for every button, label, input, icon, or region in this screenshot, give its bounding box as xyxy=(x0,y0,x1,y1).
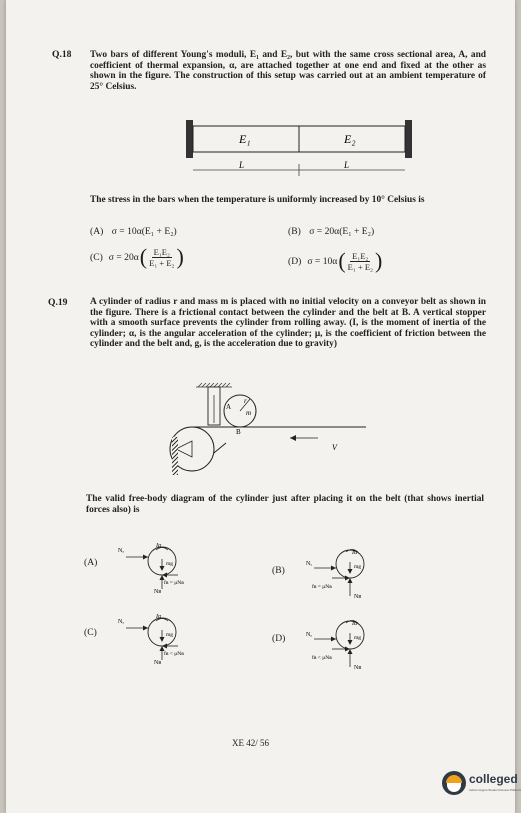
fbd-nb-label: Nʙ xyxy=(154,660,162,666)
fbd-nb-label: Nʙ xyxy=(354,665,362,671)
point-a-label: A xyxy=(226,403,232,411)
q18-text: Two bars of different Young's moduli, E₁ and E₂, but with the same cross sectional area, A, and coefficient of thermal expansion, α, are attached together at one end and fixed at the other as shown in the figure. The construction of this setup was carried out at an ambient temperature of 25° Celsius. xyxy=(90,50,486,92)
q18-option-b xyxy=(288,226,374,237)
fbd-weight-label: mg xyxy=(354,635,362,641)
option-lhs: σ = 10α xyxy=(307,255,338,267)
fraction-numerator: E₁E₂ xyxy=(352,250,369,261)
q19-option-a-label: (A) xyxy=(84,557,98,568)
fbd-na-label: Nₐ xyxy=(306,632,312,638)
fbd-nb-label: Nʙ xyxy=(154,589,162,595)
option-expr: σ = 20α(E₁ + E₂) xyxy=(309,226,375,237)
q19-option-c-label: (C) xyxy=(84,627,97,638)
fbd-a xyxy=(116,535,196,597)
option-label: (C) xyxy=(90,251,103,263)
page-number: XE 42/ 56 xyxy=(232,738,269,748)
option-lhs: σ = 20α xyxy=(108,251,139,263)
q19-option-b-label: (B) xyxy=(272,565,285,576)
fbd-na-label: Nₐ xyxy=(306,561,312,567)
fbd-inertia-label: Iα xyxy=(156,614,162,620)
q19-conveyor-figure xyxy=(166,383,376,475)
fbd-weight-label: mg xyxy=(166,632,174,638)
q19-number: Q.19 xyxy=(48,297,68,308)
fbd-inertia-label: Iα xyxy=(156,543,162,549)
radius-label: r xyxy=(244,397,247,405)
fbd-friction-label: fʙ = μNʙ xyxy=(312,584,332,590)
left-wall xyxy=(186,120,193,158)
len2-label: L xyxy=(344,160,350,170)
stopper-support-hatch xyxy=(196,383,232,387)
fbd-na-label: Nₐ xyxy=(118,619,124,625)
fbd-weight-label: mg xyxy=(354,564,362,570)
q18-option-a xyxy=(90,226,177,237)
fbd-friction-label: fʙ = μNʙ xyxy=(164,580,184,586)
fbd-c xyxy=(116,606,196,668)
fbd-inertia-label: Iα xyxy=(352,621,358,627)
fbd-friction-label: fʙ < μNʙ xyxy=(164,651,184,657)
point-b-label: B xyxy=(236,428,241,436)
q18-bar-figure xyxy=(184,118,414,180)
bar-e2-label: E₂ xyxy=(344,132,356,146)
option-expr: σ = 10α(E₁ + E₂) xyxy=(111,226,177,237)
mass-label: m xyxy=(246,409,252,417)
bar-e1-label: E₁ xyxy=(239,132,251,146)
fraction-numerator: E₁E₂ xyxy=(153,246,170,257)
right-wall xyxy=(405,120,412,158)
q18-number: Q.18 xyxy=(52,49,72,60)
fbd-nb-label: Nʙ xyxy=(354,594,362,600)
fbd-weight-label: mg xyxy=(166,561,174,567)
option-label: (D) xyxy=(288,255,302,267)
q18-question: The stress in the bars when the temperature is uniformly increased by 10° Celsius is xyxy=(90,195,425,205)
fbd-b xyxy=(304,538,384,600)
brand-tagline: India's largest Student Review Platform xyxy=(469,788,521,792)
brand-logo-icon xyxy=(442,771,466,795)
option-label: (B) xyxy=(288,226,301,237)
q19-option-d-label: (D) xyxy=(272,633,286,644)
q19-text: A cylinder of radius r and mass m is placed with no initial velocity on a conveyor belt as shown in the figure. There is a frictional contact between the cylinder and the belt at B. A vertical stopper with a smooth surface prevents the cylinder from rolling away. (I, is the moment of inertia of the cylinder; α, is the angular acceleration of the cylinder; μ, is the coefficient of friction between the cylinder and the belt and, g, is the acceleration due to gravity) xyxy=(90,297,486,349)
q18-option-c: (C) σ = 20α ( $\frac{\text{E₁E₂}}{\text{E₁ + E₂}}$ ) xyxy=(90,244,184,269)
q18-option-d: (D) σ = 10α ( $\frac{\text{E₁E₂}}{\text{E₁ + E₂}}$ ) xyxy=(288,248,383,273)
fbd-friction-label: fʙ < μNʙ xyxy=(312,655,332,661)
fraction-denominator: E₁ + E₂ xyxy=(347,261,374,272)
exam-page xyxy=(6,0,521,813)
option-label: (A) xyxy=(90,226,104,237)
fbd-d xyxy=(304,609,384,671)
velocity-label: V xyxy=(332,443,337,452)
fbd-inertia-label: Iα xyxy=(352,550,358,556)
fbd-na-label: Nₐ xyxy=(118,548,124,554)
q19-question: The valid free-body diagram of the cylinder just after placing it on the belt (that shows inertial forces also) is xyxy=(86,494,484,515)
pulley-wall-hatch xyxy=(172,437,178,475)
len1-label: L xyxy=(239,160,245,170)
brand-name: colleged xyxy=(469,772,518,786)
fraction-denominator: E₁ + E₂ xyxy=(149,257,175,268)
